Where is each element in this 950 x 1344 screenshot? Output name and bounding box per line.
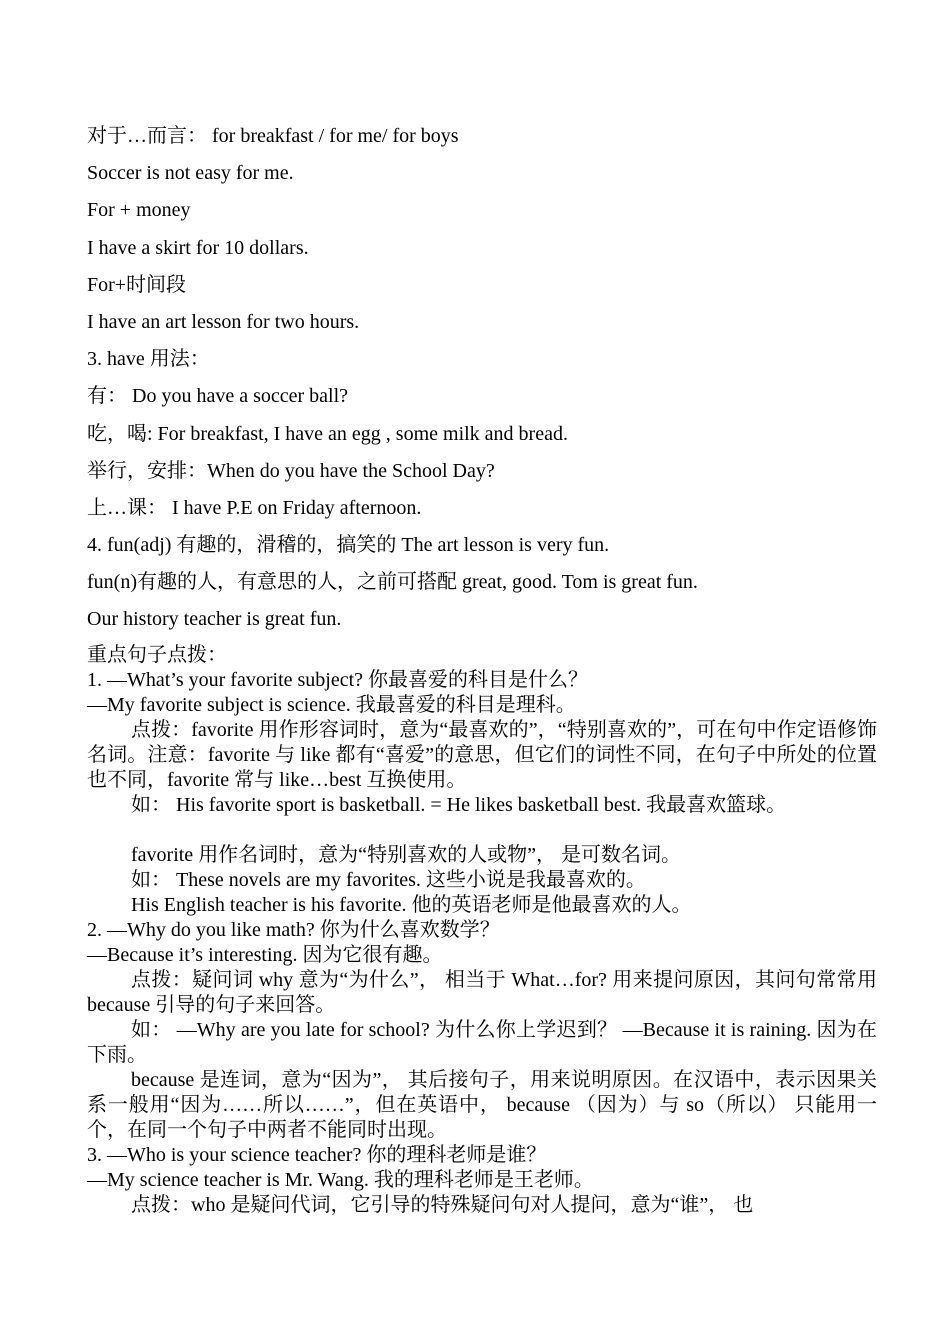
note-1b: favorite 用作名词时，意为“特别喜欢的人或物”， 是可数名词。: [131, 843, 681, 866]
example-4: 如： —Why are you late for school? 为什么你上学迟到？ —Because it is raining. 因为在下雨。: [87, 1018, 877, 1066]
text-line: I have an art lesson for two hours.: [87, 310, 360, 333]
text-line: 有： Do you have a soccer ball?: [87, 385, 349, 408]
text-line: 举行，安排：When do you have the School Day?: [87, 459, 495, 482]
example-2: 如： These novels are my favorites. 这些小说是我最喜欢的。: [131, 868, 646, 891]
text-line: Soccer is not easy for me.: [87, 162, 294, 185]
text-line: For+时间段: [87, 273, 187, 296]
text-line: 上…课： I have P.E on Friday afternoon.: [87, 496, 422, 519]
note-2: 点拨：疑问词 why 意为“为什么”， 相当于 What…for? 用来提问原因，其问句常常用 because 引导的句子来回答。: [87, 968, 877, 1016]
question-1: 1. —What’s your favorite subject? 你最喜爱的科目是什么？: [87, 668, 589, 691]
document-body: [87, 122, 877, 1218]
note-3: 点拨：who 是疑问代词，它引导的特殊疑问句对人提问，意为“谁”， 也: [131, 1193, 754, 1216]
note-1: 点拨：favorite 用作形容词时，意为“最喜欢的”，“特别喜欢的”，可在句中作定语修饰名词。注意：favorite 与 like 都有“喜爱”的意思，但它们的词性不同，在句子中所处的位置 也不同，favorite 常与 like…best 互换使用。: [87, 718, 877, 791]
text-line: 吃，喝: For breakfast, I have an egg , some milk and bread.: [87, 422, 568, 445]
answer-2: —Because it’s interesting. 因为它很有趣。: [87, 943, 443, 966]
text-line: 对于…而言： for breakfast / for me/ for boys: [87, 125, 459, 147]
text-line: Our history teacher is great fun.: [87, 608, 342, 631]
numbered-heading: 3. have 用法：: [87, 348, 210, 371]
question-2: 2. —Why do you like math? 你为什么喜欢数学？: [87, 918, 500, 941]
section-title: 重点句子点拨：: [87, 643, 227, 666]
answer-1: —My favorite subject is science. 我最喜爱的科目是理科。: [87, 693, 576, 716]
text-line: fun(n)有趣的人，有意思的人，之前可搭配 great, good. Tom is great fun.: [87, 571, 698, 594]
note-2b: because 是连词，意为“因为”， 其后接句子，用来说明原因。在汉语中，表示因果关系一般用“因为……所以……”，但在英语中， because （因为）与 so（所以） 只能用一个，在同一个句子中两者不能同时出现。: [87, 1068, 877, 1141]
text-line: For + money: [87, 199, 191, 222]
answer-3: —My science teacher is Mr. Wang. 我的理科老师是王老师。: [87, 1168, 594, 1191]
example-1: 如： His favorite sport is basketball. = He likes basketball best. 我最喜欢篮球。: [131, 793, 787, 816]
blank-line: [87, 818, 877, 843]
question-3: 3. —Who is your science teacher? 你的理科老师是谁？: [87, 1143, 547, 1166]
example-3: His English teacher is his favorite. 他的英语老师是他最喜欢的人。: [131, 893, 692, 916]
numbered-heading: 4. fun(adj) 有趣的，滑稽的，搞笑的 The art lesson is very fun.: [87, 534, 610, 557]
text-line: I have a skirt for 10 dollars.: [87, 236, 309, 259]
